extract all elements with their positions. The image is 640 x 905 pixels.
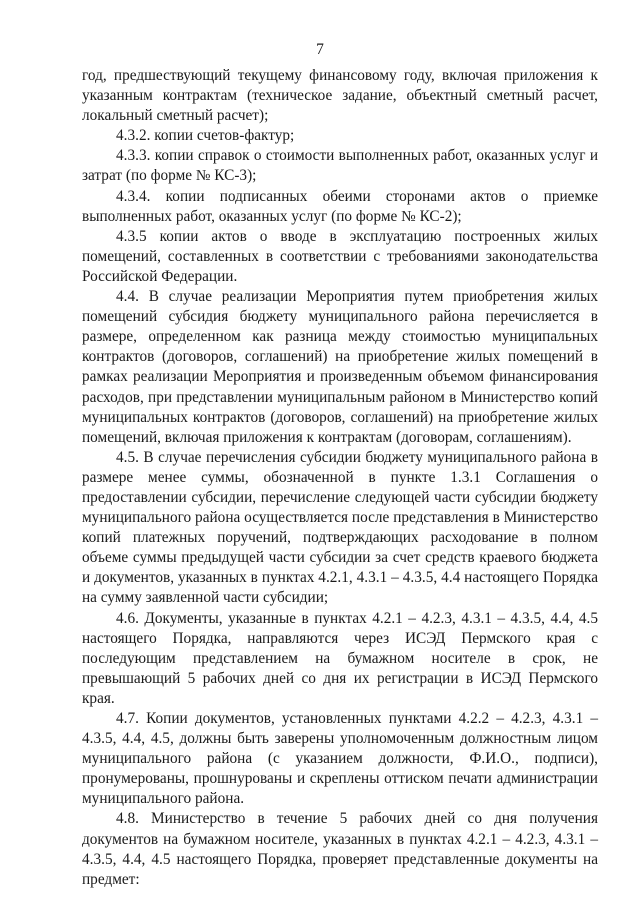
paragraph-4-4: 4.4. В случае реализации Мероприятия путем приобретения жилых помещений субсидия бюджету муниципального района перечисляется в размере, определенном как разница между стоимостью муниципальных контрактов (договоров, соглашений) на приобретение жилых помещений в рамках реализации Мероприятия и произведенным объемом финансирования расходов, при представлении муниципальным районом в Министерство копий муниципальных контрактов (договоров, соглашений) на приобретение жилых помещений, включая приложения к контрактам (договорам, соглашениям). (82, 288, 598, 446)
paragraph-4-6: 4.6. Документы, указанные в пунктах 4.2.1 – 4.2.3, 4.3.1 – 4.3.5, 4.4, 4.5 настоящего Порядка, направляются через ИСЭД Пермского края с последующим представлением на бумажном носителе в срок, не превышающий 5 рабочих дней со дня их регистрации в ИСЭД Пермского края. (82, 609, 598, 707)
paragraph-4-3-2: 4.3.2. копии счетов-фактур; (116, 127, 295, 145)
paragraph-4-7: 4.7. Копии документов, установленных пунктами 4.2.2 – 4.2.3, 4.3.1 – 4.3.5, 4.4, 4.5, должны быть заверены уполномоченным должностным лицом муниципального района (с указанием должности, Ф.И.О., подписи), пронумерованы, прошнурованы и скреплены оттиском печати администрации муниципального района. (82, 710, 598, 808)
paragraph-4-3-4: 4.3.4. копии подписанных обеими сторонами актов о приемке выполненных работ, оказанных услуг (по форме № КС-2); (82, 187, 598, 225)
paragraph-4-5: 4.5. В случае перечисления субсидии бюджету муниципального района в размере менее суммы, обозначенной в пункте 1.3.1 Соглашения о предоставлении субсидии, перечисление следующей части субсидии бюджету муниципального района осуществляется после представления в Министерство копий платежных поручений, подтверждающих расходование в полном объеме суммы предыдущей части субсидии за счет средств краевого бюджета и документов, указанных в пунктах 4.2.1, 4.3.1 – 4.3.5, 4.4 настоящего Порядка на сумму заявленной части субсидии; (82, 448, 598, 607)
paragraph-continuation-4-3-1: год, предшествующий текущему финансовому году, включая приложения к указанным контрактам (техническое задание, объектный сметный расчет, локальный сметный расчет); (82, 67, 598, 125)
paragraph-4-3-3: 4.3.3. копии справок о стоимости выполненных работ, оказанных услуг и затрат (по форме № КС-3); (82, 147, 598, 185)
document-body (82, 66, 598, 890)
page-number: 7 (316, 41, 324, 58)
paragraph-4-8: 4.8. Министерство в течение 5 рабочих дней со дня получения документов на бумажном носителе, указанных в пунктах 4.2.1 – 4.2.3, 4.3.1 – 4.3.5, 4.4, 4.5 настоящего Порядка, проверяет представленные документы на предмет: (82, 810, 598, 888)
paragraph-4-3-5: 4.3.5 копии актов о вводе в эксплуатацию построенных жилых помещений, составленных в соответствии с требованиями законодательства Российской Федерации. (82, 227, 598, 285)
